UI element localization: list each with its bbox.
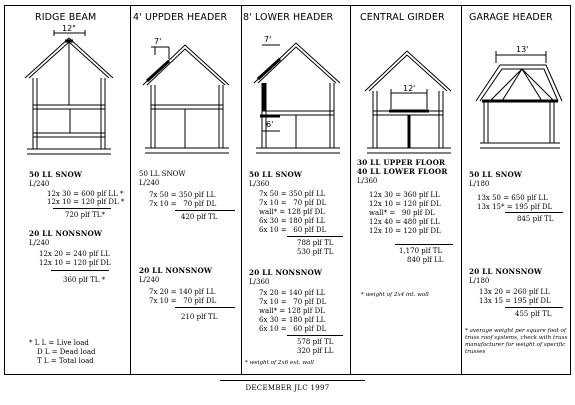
calc-line: 7x 20 = 140 plf LL (259, 289, 326, 297)
load-table-sheet (4, 5, 571, 375)
footnote: * weight of 2x4 int. wall (361, 292, 429, 298)
deflection-ratio: L/360 (249, 180, 270, 188)
legend-line: D L = Dead load (37, 348, 96, 356)
load-header: 20 LL NONSNOW (249, 268, 323, 277)
calc-line: 13x 15* = 195 plf DL (477, 203, 553, 211)
load-header: 40 LL LOWER FLOOR (357, 167, 448, 176)
calc-line: 6x 10 = 60 plf DL (259, 325, 327, 333)
dim-label: 12" (62, 24, 76, 33)
deflection-ratio: L/360 (357, 177, 378, 185)
house-section-garage-header (462, 21, 572, 161)
calc-line: wall* = 128 plf DL (259, 208, 325, 216)
deflection-ratio: L/240 (139, 179, 160, 187)
calc-line: 13x 50 = 650 plf LL (477, 194, 548, 202)
house-section-ridge-beam (7, 21, 127, 161)
load-header: 50 LL SNOW (469, 170, 523, 179)
legend-line: T L = Total load (37, 357, 94, 365)
calc-line: 12x 10 = 120 plf DL (39, 259, 111, 267)
total-load: 420 plf TL (181, 213, 218, 221)
load-header: 50 LL SNOW (139, 170, 186, 178)
load-header: 20 LL NONSNOW (29, 229, 103, 238)
total-load: 455 plf TL (515, 310, 552, 318)
calc-line: 12x 10 = 120 plf DL (369, 227, 441, 235)
panel-title-garage-header: GARAGE HEADER (469, 12, 553, 23)
panel-title-ridge-beam: RIDGE BEAM (35, 12, 97, 23)
total-load: 578 plf TL (297, 338, 334, 346)
total-load: 788 plf TL (297, 239, 334, 247)
footer-credit: DECEMBER JLC 1997 (245, 384, 330, 392)
load-header: 30 LL UPPER FLOOR (357, 158, 446, 167)
footnote: * average weight per square foot of truss roof systems, check with truss manufacturer for weight of specific trusses (465, 328, 568, 355)
house-section-lower-header (242, 21, 352, 161)
load-header: 20 LL NONSNOW (139, 266, 213, 275)
dim-label: 6' (266, 120, 274, 129)
deflection-ratio: L/240 (139, 276, 160, 284)
load-header: 50 LL SNOW (29, 170, 83, 179)
footnote: * weight of 2x6 ext. wall (245, 360, 314, 366)
calc-line: 12x 30 = 600 plf LL * (47, 190, 124, 198)
dim-label: 7' (264, 35, 272, 44)
calc-line: 7x 10 = 70 plf DL (149, 200, 217, 208)
total-load: 840 plf LL (407, 256, 444, 264)
panel-title-central-girder: CENTRAL GIRDER (360, 12, 445, 23)
calc-line: 7x 50 = 350 plf LL (259, 190, 326, 198)
dim-label: 7' (154, 37, 162, 46)
total-load: 320 plf LL (297, 347, 334, 355)
deflection-ratio: L/180 (469, 180, 490, 188)
deflection-ratio: L/240 (29, 239, 50, 247)
deflection-ratio: L/240 (29, 180, 50, 188)
dim-label: 12' (403, 84, 416, 93)
calc-line: 6x 10 = 60 plf DL (259, 226, 327, 234)
deflection-ratio: L/180 (469, 277, 490, 285)
calc-line: 7x 10 = 70 plf DL (259, 298, 327, 306)
panel-title-lower-header: 8' LOWER HEADER (243, 12, 334, 23)
house-section-central-girder (351, 21, 461, 161)
calc-line: 13x 20 = 260 plf LL (479, 288, 550, 296)
house-section-upper-header (131, 21, 241, 161)
calc-line: 12x 10 = 120 plf DL * (47, 198, 125, 206)
total-load: 1,170 plf TL (399, 247, 443, 255)
calc-line: wall* = 90 plf DL (369, 209, 435, 217)
calc-line: 12x 20 = 240 plf LL (39, 250, 110, 258)
calc-line: 7x 10 = 70 plf DL (149, 297, 217, 305)
calc-line: 7x 20 = 140 plf LL (149, 288, 216, 296)
calc-line: 12x 10 = 120 plf DL (369, 200, 441, 208)
total-load: 360 plf TL * (63, 276, 106, 284)
load-header: 50 LL SNOW (249, 170, 303, 179)
calc-line: 7x 10 = 70 plf DL (259, 199, 327, 207)
calc-line: 6x 30 = 180 plf LL (259, 316, 326, 324)
calc-line: 7x 50 = 350 plf LL (149, 191, 216, 199)
total-load: 720 plf TL* (65, 211, 105, 219)
calc-line: 6x 30 = 180 plf LL (259, 217, 326, 225)
panel-title-upper-header: 4' UPPDER HEADER (133, 12, 228, 23)
load-header: 20 LL NONSNOW (469, 267, 543, 276)
calc-line: 12x 40 = 480 plf LL (369, 218, 440, 226)
legend-line: * L L = Live load (29, 339, 89, 347)
calc-line: 12x 30 = 360 plf LL (369, 191, 440, 199)
calc-line: 13x 15 = 195 plf DL (479, 297, 551, 305)
dim-label: 13' (516, 45, 529, 54)
footer-divider (220, 380, 365, 381)
total-load: 210 plf TL (181, 313, 218, 321)
total-load: 530 plf TL (297, 248, 334, 256)
calc-line: wall* = 128 plf DL (259, 307, 325, 315)
total-load: 845 plf TL (517, 215, 554, 223)
deflection-ratio: L/360 (249, 278, 270, 286)
